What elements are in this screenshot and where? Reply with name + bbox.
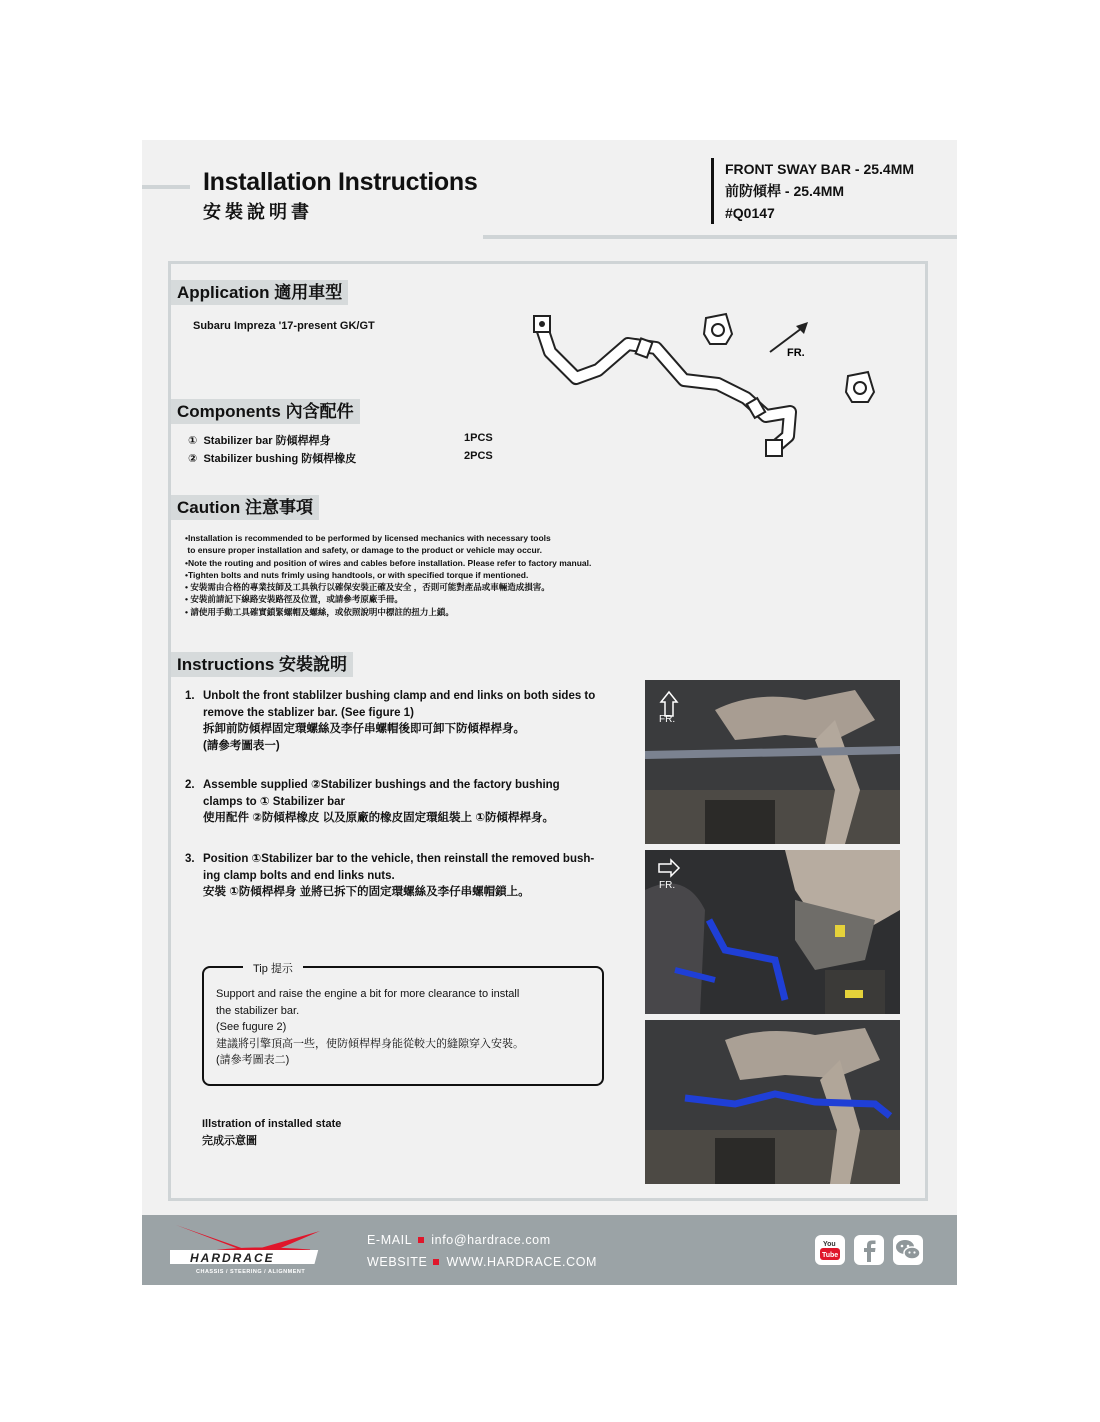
footer-website[interactable]: WEBSITE WWW.HARDRACE.COM	[367, 1255, 598, 1269]
product-name-cn: 前防傾桿 - 25.4MM	[725, 183, 845, 199]
application-heading: Application 適用車型	[171, 280, 348, 305]
diagram-fr-label: FR.	[787, 347, 805, 359]
instructions-heading: Instructions 安裝說明	[171, 652, 353, 677]
facebook-icon[interactable]	[854, 1235, 884, 1265]
figure-2-photo	[645, 850, 900, 1014]
application-vehicle: Subaru Impreza '17-present GK/GT	[193, 320, 375, 332]
hardrace-logo	[170, 1221, 335, 1276]
product-name: FRONT SWAY BAR - 25.4MM	[725, 161, 915, 177]
instruction-step-3: 3. Position ①Stabilizer bar to the vehicle, then reinstall the removed bush- ing clamp bolts and end links nuts. 安裝 ①防傾桿桿身 並將已拆下的固定環螺絲及李仔串螺帽鎖上。	[185, 853, 595, 898]
caution-text: •Installation is recommended to be performed by licensed mechanics with necessary tools to ensure proper installation and safety, or damage to the product or vehicle may occur. •Note the routing and position of wires and cables before installation. Please refer to factory manual. •Tighten bolts and nuts frimly using handtools, or with specified torque if mentioned. • 安裝需由合格的專業技師及工具執行以確保安裝正確及安全 ，否則可能對產品或車輛造成損害。 • 安裝前請記下線路安裝路徑及位置，或請參考原廠手冊。 • 請使用手動工具確實鎖緊螺帽及螺絲，或依照說明中標註的扭力上鎖。	[185, 533, 592, 617]
page-title: Installation Instructions	[203, 168, 478, 196]
component-qty-2: 2PCS	[464, 450, 493, 462]
installed-state-photo	[645, 1020, 900, 1184]
svg-text:Tube: Tube	[822, 1252, 839, 1259]
header-rule-left	[142, 185, 190, 189]
product-info	[711, 158, 914, 224]
svg-text:You: You	[823, 1241, 836, 1248]
svg-text:CHASSIS / STEERING / ALIGNMENT: CHASSIS / STEERING / ALIGNMENT	[196, 1269, 306, 1275]
svg-text:HARDRACE: HARDRACE	[190, 1251, 275, 1265]
youtube-icon[interactable]	[815, 1235, 845, 1265]
illustration-caption: Illstration of installed state 完成示意圖	[202, 1118, 342, 1147]
component-item-1: ① Stabilizer bar 防傾桿桿身	[188, 435, 331, 447]
tip-text: Support and raise the engine a bit for more clearance to install the stabilizer bar. (See fugure 2) 建議將引擎頂高一些，使防傾桿桿身能從較大的縫隙穿入安裝。 (請參考圖表二)	[216, 988, 524, 1066]
components-heading: Components 內含配件	[171, 399, 360, 424]
part-number: #Q0147	[725, 205, 775, 221]
figure-1-fr-label: FR.	[659, 714, 676, 725]
tip-label: Tip 提示	[243, 960, 303, 976]
component-qty-1: 1PCS	[464, 432, 493, 444]
figure-1-photo	[645, 680, 900, 844]
figure-2-fr-label: FR.	[659, 880, 676, 891]
component-item-2: ② Stabilizer bushing 防傾桿橡皮	[188, 453, 357, 465]
header-rule-right	[483, 235, 957, 239]
instruction-step-1: 1. Unbolt the front stablilzer bushing clamp and end links on both sides to remove the stablizer bar. (See figure 1) 拆卸前防傾桿固定環螺絲及李仔串螺帽後即可卸下防傾桿桿身。 (請參考圖表一)	[185, 690, 596, 752]
sway-bar-diagram	[520, 300, 890, 470]
caution-heading: Caution 注意事項	[171, 495, 319, 520]
wechat-icon[interactable]	[893, 1235, 923, 1265]
footer-email[interactable]: E-MAIL info@hardrace.com	[367, 1233, 551, 1247]
page-title-cn: 安裝說明書	[203, 202, 313, 223]
instruction-step-2: 2. Assemble supplied ②Stabilizer bushings and the factory bushing clamps to ① Stabilizer bar 使用配件 ②防傾桿橡皮 以及原廠的橡皮固定環組裝上 ①防傾桿桿身。	[185, 779, 560, 824]
